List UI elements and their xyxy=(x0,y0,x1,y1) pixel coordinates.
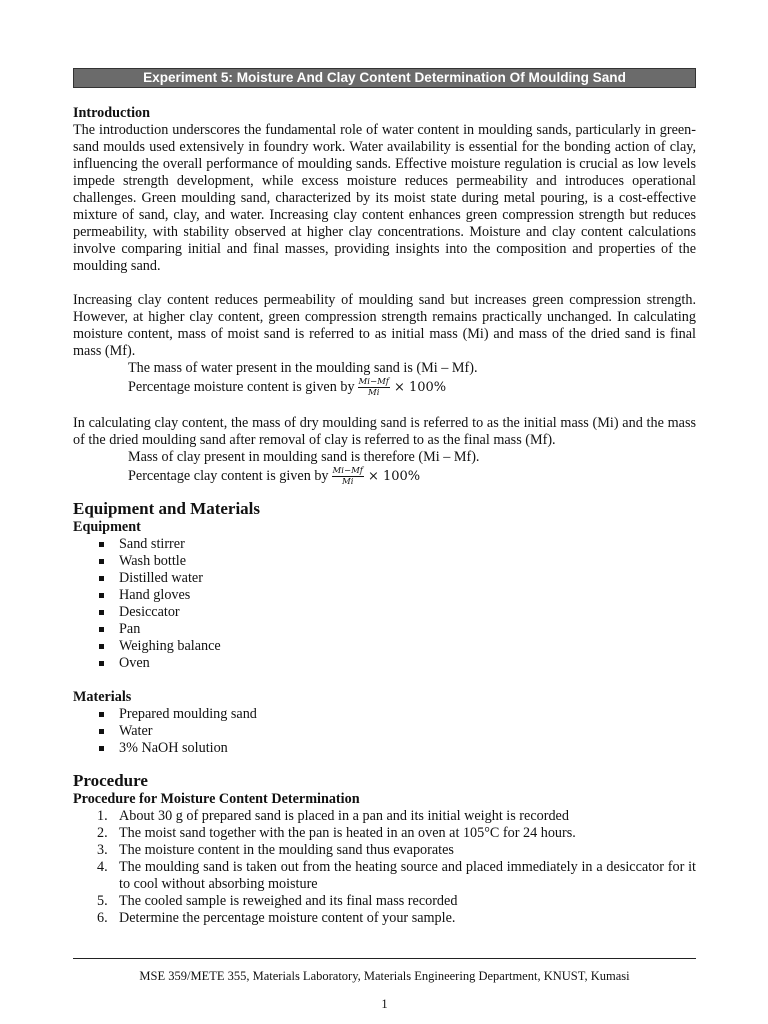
list-item: 3% NaOH solution xyxy=(99,740,696,757)
equipment-materials-heading: Equipment and Materials xyxy=(73,499,261,518)
list-item: Wash bottle xyxy=(99,553,696,570)
intro-paragraph-3: In calculating clay content, the mass of dry moulding sand is referred to as the initial mass (Mi) and the mass of the dried moulding sand after removal of clay is referred to as the final mass (Mf). xyxy=(73,415,696,448)
moisture-formula-prefix: Percentage moisture content is given by xyxy=(128,378,355,395)
step-number: 6. xyxy=(97,910,108,926)
list-item: Oven xyxy=(99,655,696,672)
step-number: 1. xyxy=(97,808,108,824)
footer-divider xyxy=(73,958,696,959)
list-item: Prepared moulding sand xyxy=(99,706,696,723)
step-text: About 30 g of prepared sand is placed in a pan and its initial weight is recorded xyxy=(119,808,569,824)
list-item: Pan xyxy=(99,621,696,638)
step-text: The moist sand together with the pan is heated in an oven at 105°C for 24 hours. xyxy=(119,825,576,841)
list-item: Desiccator xyxy=(99,604,696,621)
page-number: 1 xyxy=(381,997,388,1011)
step-text: The moulding sand is taken out from the heating source and placed immediately in a desiccator for it to cool without absorbing moisture xyxy=(119,859,696,892)
list-item xyxy=(97,859,696,893)
step-text: The moisture content in the moulding sand thus evaporates xyxy=(119,842,454,858)
step-number: 2. xyxy=(97,825,108,841)
clay-formula xyxy=(73,466,696,487)
list-item xyxy=(97,808,696,825)
step-text: The cooled sample is reweighed and its final mass recorded xyxy=(119,893,458,909)
step-text: Determine the percentage moisture content of your sample. xyxy=(119,910,456,926)
formula-multiplier: × 100% xyxy=(393,379,447,395)
fraction-denominator: Mi xyxy=(368,388,380,398)
list-item xyxy=(97,842,696,859)
procedure-steps xyxy=(73,808,696,927)
materials-list xyxy=(73,706,696,757)
moisture-formula xyxy=(73,377,696,398)
materials-subheading: Materials xyxy=(73,689,132,705)
moisture-water-line: The mass of water present in the moulding sand is (Mi – Mf). xyxy=(128,360,478,376)
equipment-subheading: Equipment xyxy=(73,519,141,535)
step-number: 3. xyxy=(97,842,108,858)
fraction-denominator: Mi xyxy=(342,477,354,487)
list-item: Sand stirrer xyxy=(99,536,696,553)
list-item xyxy=(97,910,696,927)
list-item: Water xyxy=(99,723,696,740)
step-number: 4. xyxy=(97,859,108,875)
list-item: Distilled water xyxy=(99,570,696,587)
experiment-title: Experiment 5: Moisture And Clay Content Determination Of Moulding Sand xyxy=(73,68,696,88)
fraction-numerator: Mi−Mf xyxy=(358,377,389,387)
document-page xyxy=(73,68,696,927)
fraction-numerator: Mi−Mf xyxy=(332,466,363,476)
formula-multiplier: × 100% xyxy=(367,468,421,484)
list-item: Weighing balance xyxy=(99,638,696,655)
clay-fraction xyxy=(332,466,364,487)
intro-paragraph-1: The introduction underscores the fundamental role of water content in moulding sands, particularly in green-sand moulds used extensively in foundry work. Water availability is essential for the bonding action of clay, influencing the overall performance of moulding sands. Effective moisture regulation is crucial as low levels impede strength development, while excess moisture reduces permeability and introduces operational challenges. Green moulding sand, characterized by its moist state during metal pouring, is a cost-effective mixture of sand, clay, and water. Increasing clay content enhances green compression strength but reduces permeability, with stability observed at higher clay concentrations. Moisture and clay content calculations involve comparing initial and final masses, providing insights into the composition and properties of the moulding sand. xyxy=(73,122,696,274)
introduction-heading: Introduction xyxy=(73,105,150,121)
list-item xyxy=(97,893,696,910)
clay-mass-line: Mass of clay present in moulding sand is therefore (Mi – Mf). xyxy=(128,449,480,465)
procedure-subheading: Procedure for Moisture Content Determination xyxy=(73,791,360,807)
step-number: 5. xyxy=(97,893,108,909)
moisture-fraction xyxy=(358,377,390,398)
list-item: Hand gloves xyxy=(99,587,696,604)
list-item xyxy=(97,825,696,842)
equipment-list xyxy=(73,536,696,672)
clay-formula-prefix: Percentage clay content is given by xyxy=(128,467,329,484)
footer-text: MSE 359/METE 355, Materials Laboratory, Materials Engineering Department, KNUST, Kumasi xyxy=(139,969,630,983)
procedure-heading: Procedure xyxy=(73,771,148,790)
intro-paragraph-2: Increasing clay content reduces permeability of moulding sand but increases green compression strength. However, at higher clay content, green compression strength remains practically unchanged. In calculating moisture content, mass of moist sand is referred to as initial mass (Mi) and mass of the dried sand is final mass (Mf). xyxy=(73,292,696,359)
